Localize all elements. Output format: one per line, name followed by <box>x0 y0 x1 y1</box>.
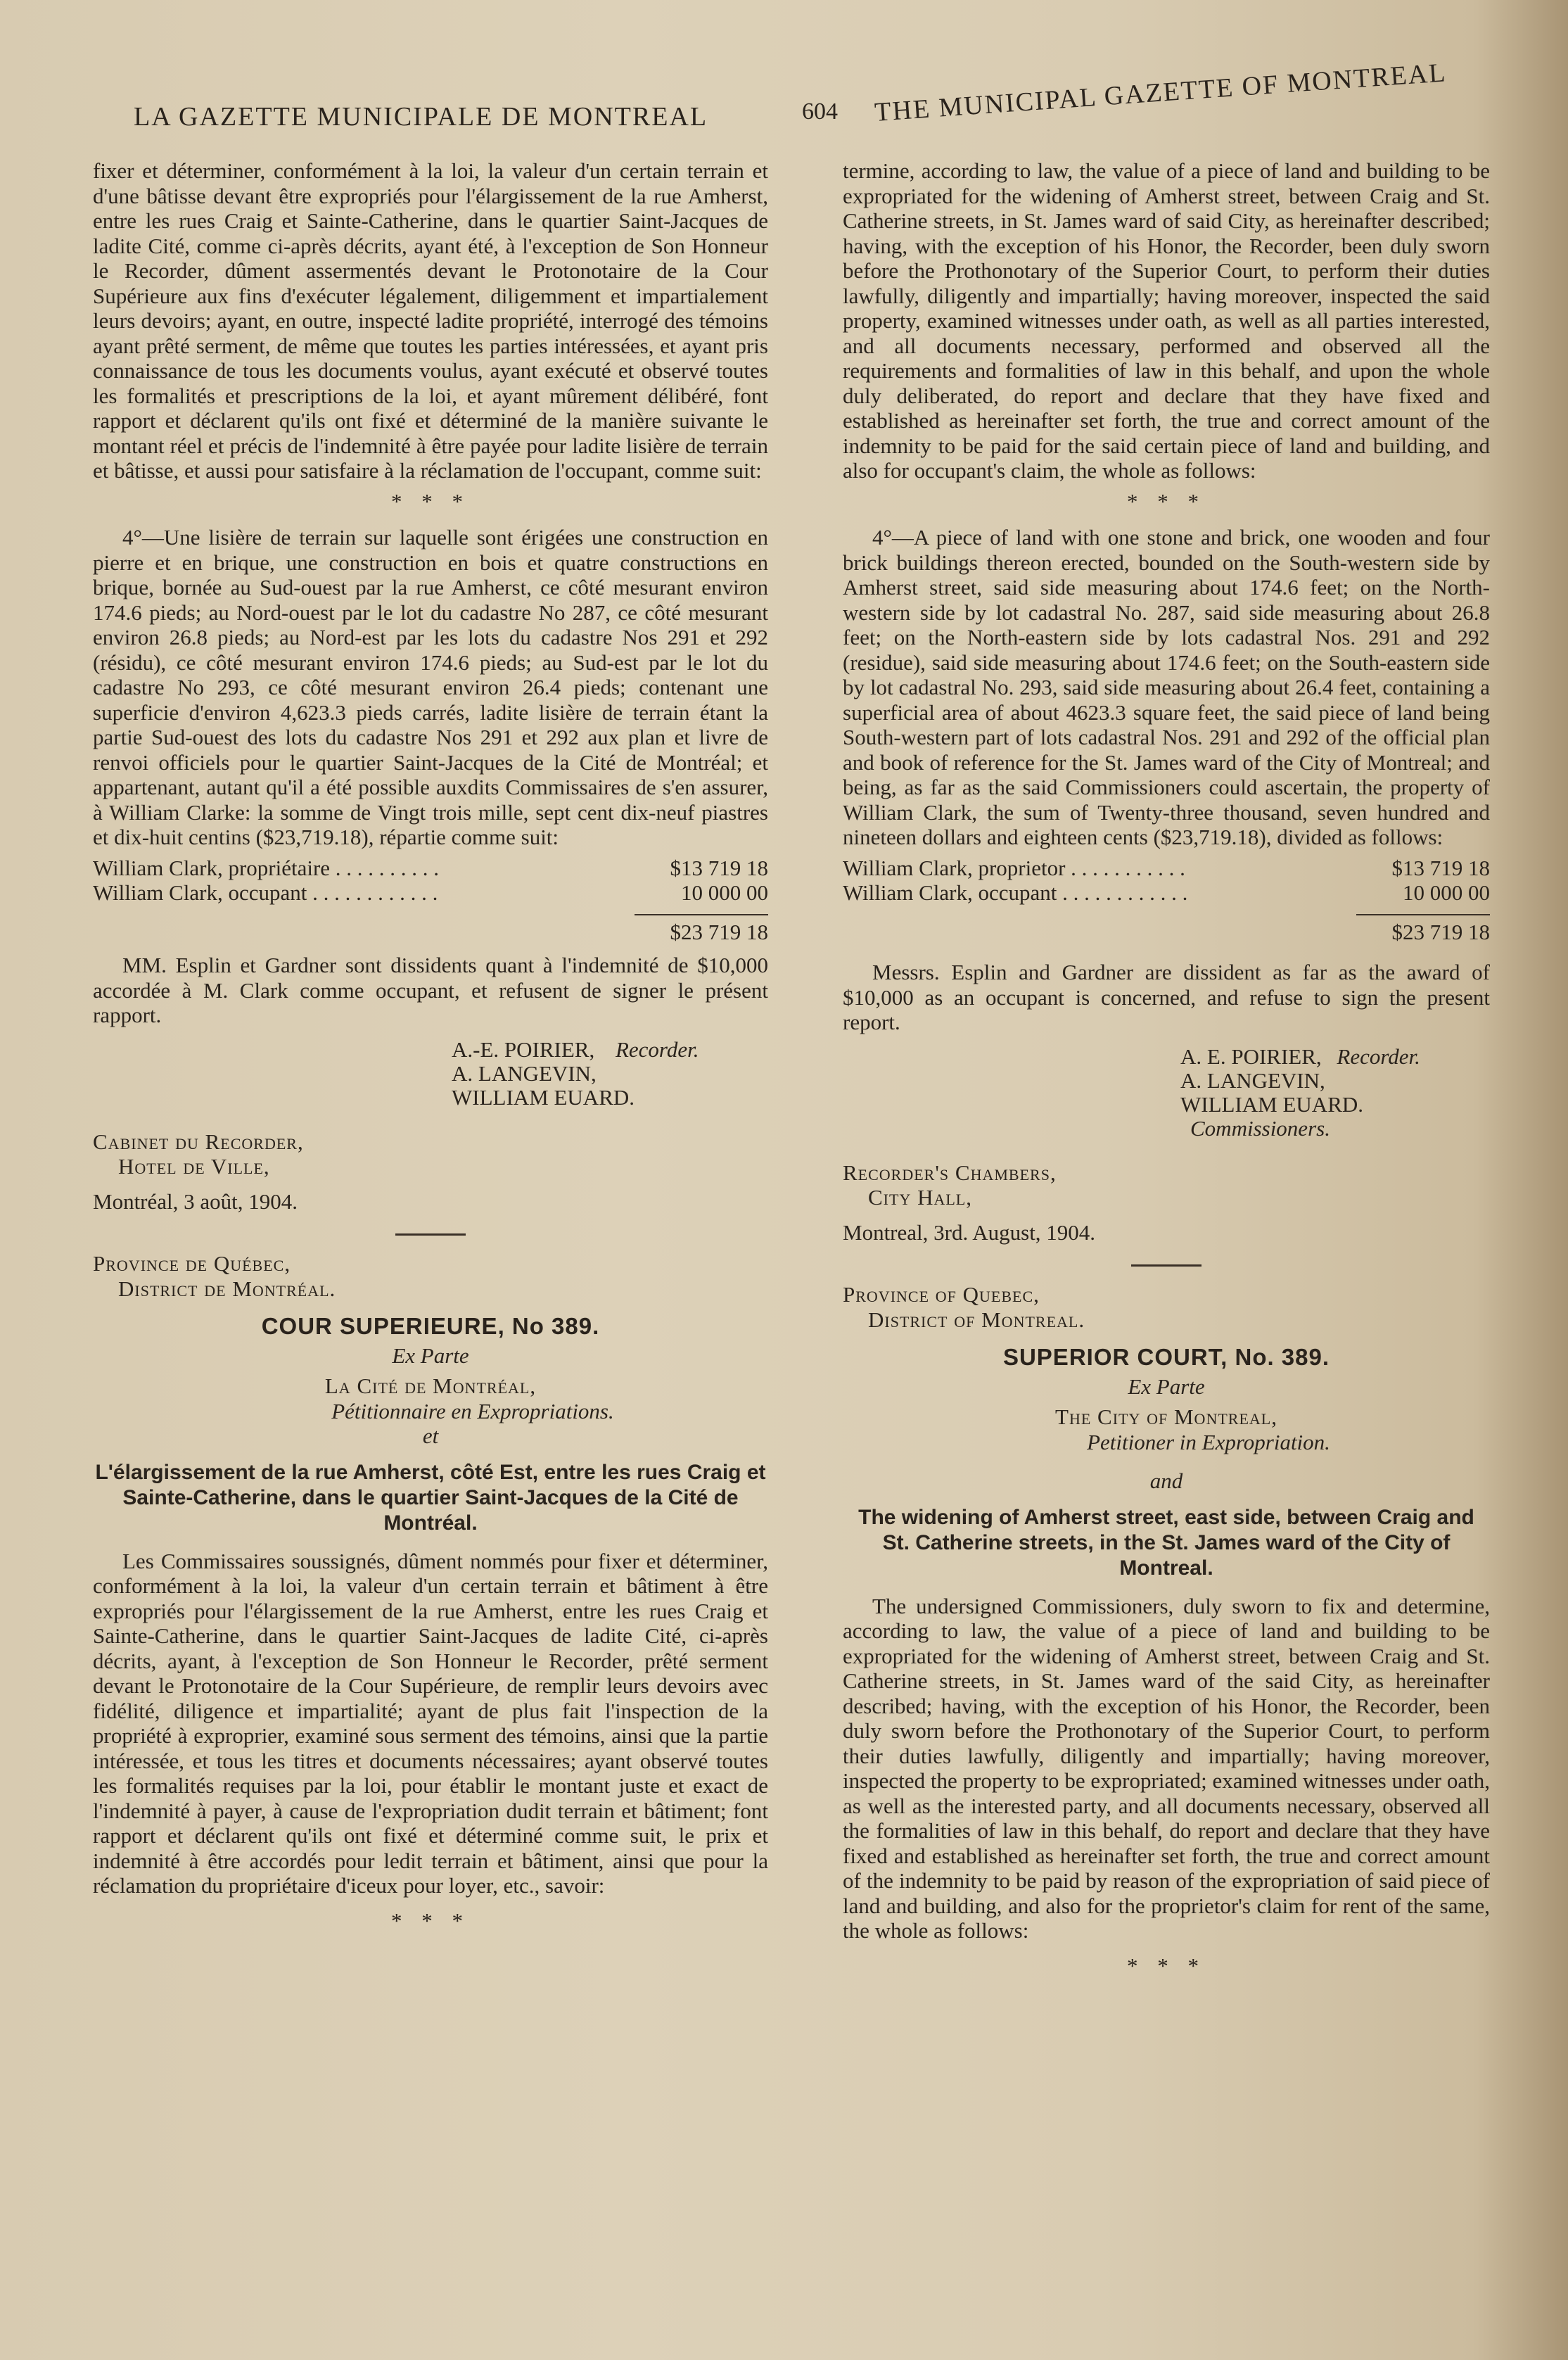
office-line: Cabinet du Recorder, <box>93 1129 304 1154</box>
signature-block <box>452 1038 768 1110</box>
signatory-role: Recorder. <box>615 1036 699 1062</box>
total-value: $23 719 18 <box>1356 914 1490 945</box>
court-title: SUPERIOR COURT, No. 389. <box>1002 1344 1330 1370</box>
signatory-name: A.-E. POIRIER, <box>452 1036 595 1062</box>
dissent-note: Messrs. Esplin and Gardner are dissident as far as the award of $10,000 as an occupant is concerned, and refuse to sign the present report. <box>843 960 1490 1034</box>
commission-body: Les Commissaires soussignés, dûment nommés pour fixer et déterminer, conformément à la loi, la valeur d'un certain terrain et bâtiment à être expropriés pour l'élargissement de la rue Amherst, entre les rues Craig et Sainte-Catherine, dans le quartier Saint-Jacques de ladite Cité, ci-après décrits, ayant, à l'exception de Son Honneur le Recorder, prêté serment devant le Protonotaire de la Cour Supérieure, de remplir leurs devoirs avec fidélité, diligence et impartialité; ayant de plus fait l'inspection de la propriété à exproprier, examiné sous serment des témoins, ainsi que la partie intéressée, et tous les titres et documents nécessaires; ayant observé toutes les formalités requises par la loi, pour établir le montant juste et exact de l'indemnité à payer, à cause de l'expropriation dudit terrain et bâtiment; font rapport et déclarent qu'ils ont fixé et déterminé comme suit, le prix et indemnité à être accordés pour ledit terrain et bâtiment, ainsi que pour la réclamation du propriétaire d'iceux pour loyer, etc., savoir: <box>93 1548 768 1898</box>
divider <box>1131 1264 1202 1267</box>
jurisdiction <box>93 1251 768 1301</box>
office-address <box>843 1160 1490 1210</box>
amount-value: 10 000 00 <box>681 880 768 905</box>
report-date: Montréal, 3 août, 1904. <box>93 1188 298 1214</box>
signature-line <box>452 1038 768 1062</box>
conjunction: et <box>422 1423 439 1448</box>
signature-line <box>1180 1093 1490 1141</box>
office-address <box>93 1129 768 1179</box>
signatory-name: WILLIAM EUARD. <box>452 1084 635 1110</box>
amount-row <box>93 856 768 881</box>
jurisdiction <box>843 1282 1490 1332</box>
report-date: Montreal, 3rd. August, 1904. <box>843 1219 1096 1245</box>
header-left-title: LA GAZETTE MUNICIPALE DE MONTREAL <box>134 102 708 132</box>
signature-block <box>1180 1045 1490 1141</box>
amount-total <box>93 914 768 945</box>
amount-label: William Clark, propriétaire . . . . . . . . . . <box>93 855 440 880</box>
province-line: Province of Quebec, <box>843 1282 1040 1307</box>
city-name: La Cité de Montréal, <box>324 1374 537 1398</box>
page-header <box>0 58 1568 134</box>
case-heading: L'élargissement de la rue Amherst, côté Est, entre les rues Craig et Sainte-Catherine, dans le quartier Saint-Jacques de la Cité de Montréal. <box>95 1460 766 1535</box>
report-intro: termine, according to law, the value of a piece of land and building to be expropriated for the widening of Amherst street, between Craig and St. Catherine streets, in St. James ward of said City, as hereinafter described; having, with the exception of his Honor, the Recorder, been duly sworn before the Prothonotary of the Superior Court, to perform their duties lawfully, diligently and impartially; having moreover, inspected the said property, examined witnesses under oath, as well as all parties interested, and all documents necessary, performed and observed all the requirements and formalities of law in this behalf, and upon the whole duly deliberated, do report and declare that they have fixed and established as hereinafter set forth, the true and correct amount of the indemnity to be paid for the said certain piece of land and building, and also for occupant's claim, the whole as follows: <box>843 158 1490 483</box>
office-line: City Hall, <box>868 1185 972 1210</box>
signatory-role: Commissioners. <box>1190 1115 1330 1141</box>
petitioner-label: Petitioner in Expropriation. <box>1087 1429 1330 1454</box>
signature-line <box>1180 1069 1490 1093</box>
amount-value: $13 719 18 <box>1391 855 1490 880</box>
amount-row <box>93 880 768 906</box>
ex-parte: Ex Parte <box>392 1343 469 1368</box>
province-line: Province de Québec, <box>93 1251 291 1276</box>
signatory-name: WILLIAM EUARD. <box>1180 1091 1364 1117</box>
dissent-note: MM. Esplin et Gardner sont dissidents quant à l'indemnité de $10,000 accordée à M. Clark comme occupant, et refusent de signer le présent rapport. <box>93 953 768 1027</box>
divider <box>395 1233 466 1236</box>
signature-line <box>452 1086 768 1110</box>
french-column <box>93 158 768 1944</box>
signatory-name: A. LANGEVIN, <box>1180 1067 1325 1093</box>
city-name: The City of Montreal, <box>1055 1404 1277 1429</box>
section-separator: * * * <box>391 1908 470 1933</box>
amount-label: William Clark, occupant . . . . . . . . . . . . <box>93 880 438 905</box>
item-4-description: 4°—A piece of land with one stone and brick, one wooden and four brick buildings thereon erected, bounded on the South-western side by Amherst street, said side measuring about 174.6 feet; on the North-western side by lot cadastral No. 287, said side measuring about 26.8 feet; on the North-eastern side by lots cadastral Nos. 291 and 292 (residue), said side measuring about 174.6 feet; on the South-eastern side by lot cadastral No. 293, said side measuring about 26.4 feet, containing a superficial area of about 4623.3 square feet, the said piece of land being South-western part of lots cadastral Nos. 291 and 292 of the official plan and book of reference for the St. James ward of the City of Montreal; and being, as far as the said Commissioners could ascertain, the property of William Clark, the sum of Twenty-three thousand, seven hundred and nineteen dollars and eighteen cents ($23,719.18), divided as follows: <box>843 525 1490 849</box>
signatory-name: A. LANGEVIN, <box>452 1060 597 1086</box>
english-column <box>843 158 1490 1989</box>
office-line: Recorder's Chambers, <box>843 1160 1057 1185</box>
signatory-role: Recorder. <box>1337 1043 1420 1069</box>
amount-row <box>843 880 1490 906</box>
item-4-description: 4°—Une lisière de terrain sur laquelle sont érigées une construction en pierre et en brique, une construction en bois et quatre constructions en brique, bornée au Sud-ouest par la rue Amherst, ce côté mesurant environ 174.6 pieds; au Nord-ouest par le lot du cadastre No 287, ce côté mesurant environ 26.8 pieds; au Nord-est par les lots du cadastre Nos 291 et 292 (résidu), ce côté mesurant environ 174.6 pieds; au Sud-est par le lot du cadastre No 293, ce côté mesurant environ 26.4 pieds; contenant une superficie d'environ 4,623.3 pieds carrés, ladite lisière de terrain étant la partie Sud-ouest des lots du cadastre Nos 291 et 292 aux plan et livre de renvoi officiels pour le quartier Saint-Jacques de la Cité de Montréal; et appartenant, autant qu'il a été possible auxdits Commissaires de s'en assurer, à William Clarke: la somme de Vingt trois mille, sept cent dix-neuf piastres et dix-huit centins ($23,719.18), répartie comme suit: <box>93 525 768 849</box>
conjunction: and <box>1149 1468 1183 1493</box>
amount-total <box>843 914 1490 945</box>
amount-label: William Clark, proprietor . . . . . . . . . . . <box>843 855 1185 880</box>
case-heading: The widening of Amherst street, east side, between Craig and St. Catherine streets, in the St. James ward of the City of Montreal. <box>858 1505 1474 1580</box>
section-separator: * * * <box>391 488 470 514</box>
signature-line <box>452 1062 768 1086</box>
district-line: District of Montreal. <box>868 1307 1085 1332</box>
header-right-title: THE MUNICIPAL GAZETTE OF MONTREAL <box>874 58 1448 128</box>
court-title: COUR SUPERIEURE, No 389. <box>261 1313 600 1339</box>
page-number: 604 <box>802 99 838 125</box>
amount-value: 10 000 00 <box>1403 880 1490 905</box>
total-value: $23 719 18 <box>635 914 768 945</box>
commission-body: The undersigned Commissioners, duly sworn to fix and determine, according to law, the value of a piece of land and building to be expropriated for the widening of Amherst street, between Craig and St. Catherine streets, in St. James ward of the said City, as hereinafter described; having, with the exception of his Honor, the Recorder, been duly sworn before the Prothonotary of the Superior Court, to perform their duties lawfully, diligently and impartially; having moreover, inspected the property to be expropriated; examined witnesses under oath, as well as the interested party, and all documents necessary, observed all the formalities of law in this behalf, do report and declare that they have fixed and established as hereinafter set forth, the true and correct amount of the indemnity to be paid by reason of the expropriation of said piece of land and building, and also for the proprietor's claim for rent of the same, the whole as follows: <box>843 1593 1490 1943</box>
district-line: District de Montréal. <box>118 1276 336 1301</box>
office-line: Hotel de Ville, <box>118 1154 270 1179</box>
signatory-name: A. E. POIRIER, <box>1180 1043 1322 1069</box>
section-separator: * * * <box>1127 488 1206 514</box>
signature-line <box>1180 1045 1490 1069</box>
amount-row <box>843 856 1490 881</box>
petitioner-label: Pétitionnaire en Expropriations. <box>331 1398 614 1423</box>
amount-label: William Clark, occupant . . . . . . . . . . . . <box>843 880 1188 905</box>
ex-parte: Ex Parte <box>1128 1374 1205 1399</box>
amount-value: $13 719 18 <box>670 855 768 880</box>
section-separator: * * * <box>1127 1953 1206 1978</box>
report-intro: fixer et déterminer, conformément à la loi, la valeur d'un certain terrain et d'une bâtisse devant être expropriés pour l'élargissement de la rue Amherst, entre les rues Craig et Sainte-Catherine, dans le quartier Saint-Jacques de ladite Cité, comme ci-après décrits, ayant été, à l'exception de Son Honneur le Recorder, dûment assermentés devant le Protonotaire de la Cour Supérieure aux fins d'exécuter légalement, diligemment et impartialement leurs devoirs; ayant, en outre, inspecté ladite propriété, interrogé des témoins ayant prêté serment, de même que toutes les parties intéressées, et ayant pris connaissance de tous les documents voulus, ayant exécuté et observé toutes les formalités et prescriptions de la loi, et ayant mûrement délibéré, font rapport et déclarent qu'ils ont fixé et déterminé de la manière suivante le montant réel et précis de l'indemnité à être payée pour ladite lisière de terrain et bâtisse, et aussi pour satisfaire à la réclamation de l'occupant, comme suit: <box>93 158 768 483</box>
